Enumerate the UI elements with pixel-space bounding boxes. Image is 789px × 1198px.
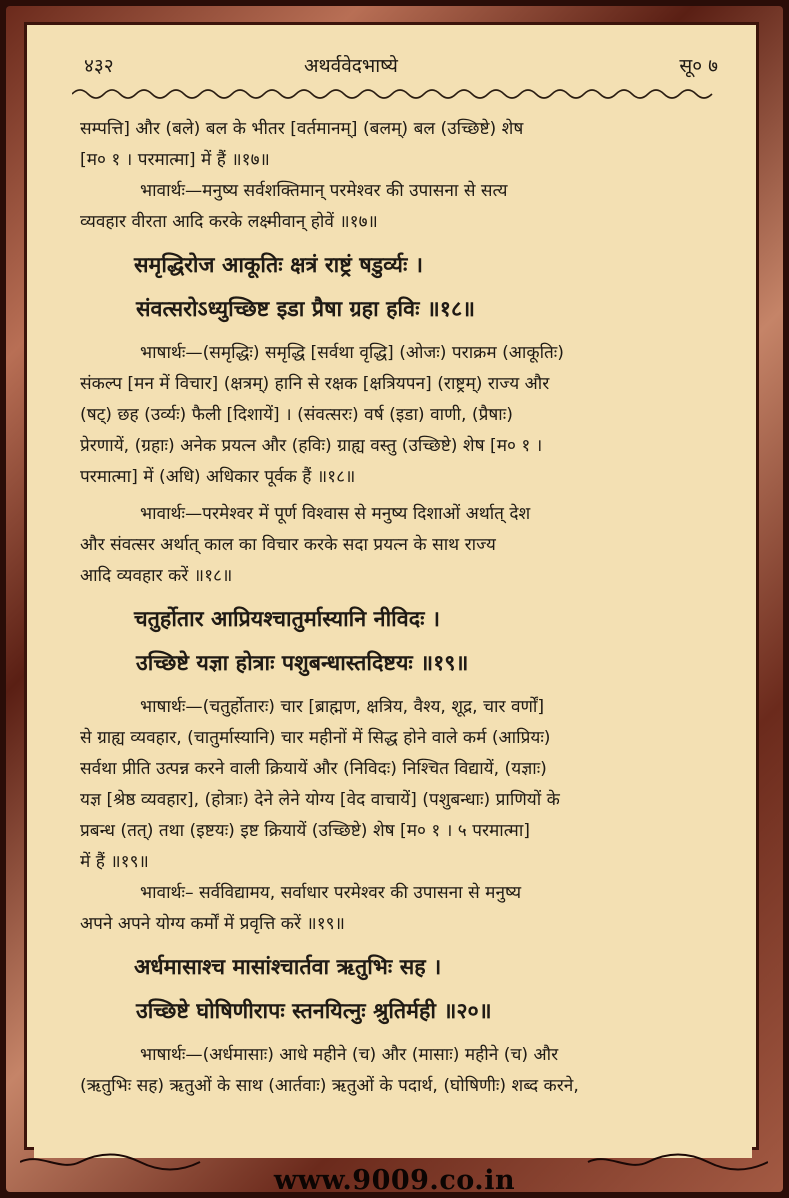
text-line: (ऋतुभिः सह) ऋतुओं के साथ (आर्तवाः) ऋतुओं के पदार्थ, (घोषिणीः) शब्द करने,: [80, 1076, 579, 1096]
text-line: प्रबन्ध (तत्) तथा (इष्टयः) इष्ट क्रियायें (उच्छिष्टे) शेष [म० १ । ५ परमात्मा]: [80, 821, 530, 841]
website-link[interactable]: www.9009.co.in: [273, 1165, 516, 1196]
verse-line: चतुर्होतार आप्रियश्चातुर्मास्यानि नीविदः ।: [134, 607, 441, 632]
verse-line: अर्धमासाश्च मासांश्चार्तवा ऋतुभिः सह ।: [134, 955, 442, 980]
text-line: से ग्राह्य व्यवहार, (चातुर्मास्यानि) चार महीनों में सिद्ध होने वाले कर्म (आप्रियः): [80, 728, 551, 748]
text-line: व्यवहार वीरता आदि करके लक्ष्मीवान् होवें ॥१७॥: [80, 212, 378, 232]
text-line: सम्पत्ति] और (बले) बल के भीतर [वर्तमानम्] (बलम्) बल (उच्छिष्टे) शेष: [80, 119, 524, 139]
bhashartha-line: भाषार्थः—(चतुर्होतारः) चार [ब्राह्मण, क्षत्रिय, वैश्य, शूद्र, चार वर्णों]: [140, 697, 545, 717]
text-line: यज्ञ [श्रेष्ठ व्यवहार], (होत्राः) देने लेने योग्य [वेद वाचायें] (पशुबन्धाः) प्राणियों के: [80, 790, 560, 810]
bhashartha-line: भाषार्थः—(अर्धमासाः) आधे महीने (च) और (मासाः) महीने (च) और: [140, 1045, 559, 1065]
verse-line: उच्छिष्टे घोषिणीरापः स्तनयित्नुः श्रुतिर्मही ॥२०॥: [136, 999, 492, 1024]
running-title: अथर्ववेदभाष्ये: [304, 55, 398, 77]
text-line: सर्वथा प्रीति उत्पन्न करने वाली क्रियायें और (निविदः) निश्चित विद्यायें, (यज्ञाः): [80, 759, 547, 779]
ornamental-rule: [72, 86, 722, 102]
text-line: संकल्प [मन में विचार] (क्षत्रम्) हानि से रक्षक [क्षत्रियपन] (राष्ट्रम्) राज्य और: [80, 374, 550, 394]
bhavartha-line: भावार्थः—मनुष्य सर्वशक्तिमान् परमेश्वर की उपासना से सत्य: [140, 181, 508, 201]
verse-line: समृद्धिरोज आकूतिः क्षत्रं राष्ट्रं षडुर्व्यः ।: [134, 253, 423, 278]
text-line: में हैं ॥१९॥: [80, 852, 149, 872]
text-line: [म० १ । परमात्मा] में हैं ॥१७॥: [80, 150, 270, 170]
text-line: आदि व्यवहार करें ॥१८॥: [80, 566, 233, 586]
sukta-number: सू० ७: [679, 55, 718, 77]
bhavartha-line: भावार्थः– सर्वविद्यामय, सर्वाधार परमेश्वर की उपासना से मनुष्य: [140, 883, 522, 903]
page-header: [34, 52, 752, 82]
bhavartha-line: भावार्थः—परमेश्वर में पूर्ण विश्वास से मनुष्य दिशाओं अर्थात् देश: [140, 504, 531, 524]
text-line: प्रेरणायें, (ग्रहाः) अनेक प्रयत्न और (हविः) ग्राह्य वस्तु (उच्छिष्टे) शेष [म० १ ।: [80, 436, 543, 456]
text-line: (षट्) छह (उर्व्यः) फैली [दिशायें] । (संवत्सरः) वर्ष (इडा) वाणी, (प्रैषाः): [80, 405, 513, 425]
page-body: [80, 114, 730, 1102]
text-line: अपने अपने योग्य कर्मों में प्रवृत्ति करें ॥१९॥: [80, 914, 345, 934]
page-number: ४३२: [84, 55, 114, 77]
text-line: और संवत्सर अर्थात् काल का विचार करके सदा प्रयत्न के साथ राज्य: [80, 535, 496, 555]
page: [34, 38, 752, 1158]
bhashartha-line: भाषार्थः—(समृद्धिः) समृद्धि [सर्वथा वृद्धि] (ओजः) पराक्रम (आकूतिः): [140, 343, 564, 363]
verse-line: संवत्सरोऽध्युच्छिष्ट इडा प्रैषा ग्रहा हविः ॥१८॥: [136, 297, 476, 322]
verse-line: उच्छिष्टे यज्ञा होत्राः पशुबन्धास्तदिष्टयः ॥१९॥: [136, 651, 469, 676]
text-line: परमात्मा] में (अधि) अधिकार पूर्वक हैं ॥१८॥: [80, 467, 356, 487]
